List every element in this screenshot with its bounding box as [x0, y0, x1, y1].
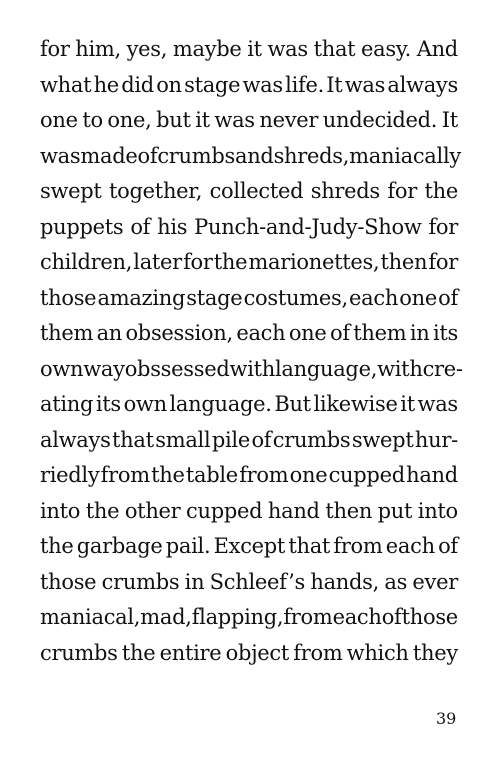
word: one — [288, 321, 327, 345]
word: collected — [209, 179, 304, 203]
word: then — [325, 498, 373, 523]
word: language. — [169, 392, 272, 416]
word: object — [225, 640, 290, 665]
word: cupped — [186, 498, 263, 523]
word: way — [83, 356, 125, 381]
word: likewise — [313, 392, 398, 416]
word: the — [424, 179, 458, 203]
word: but — [156, 108, 191, 132]
word: each — [385, 534, 435, 558]
body-text — [40, 32, 463, 671]
word: was — [40, 143, 81, 168]
word: for — [40, 37, 70, 61]
word: cupped — [328, 463, 405, 487]
word: cre- — [422, 356, 463, 381]
word: one, — [107, 108, 152, 132]
word: crumbs — [157, 143, 235, 168]
word: swept — [40, 179, 102, 203]
word: stage — [184, 72, 241, 97]
word: yes, — [126, 37, 168, 61]
word: crumbs — [40, 640, 118, 665]
word: its — [432, 321, 458, 345]
word: pile — [211, 427, 250, 452]
word: in — [409, 321, 430, 345]
word: It — [326, 72, 343, 97]
word: It — [441, 108, 458, 132]
text-line — [40, 32, 458, 68]
word: with — [229, 356, 275, 381]
word: other — [124, 498, 181, 523]
word: hand — [267, 498, 320, 523]
word: each — [236, 321, 286, 345]
word: was — [242, 72, 283, 97]
word: them — [40, 321, 94, 345]
text-line — [40, 423, 458, 459]
word: always — [387, 72, 458, 97]
word: of — [438, 534, 458, 558]
word: of — [251, 427, 272, 452]
word: the — [213, 250, 248, 274]
page-number: 39 — [436, 709, 457, 728]
word: hur- — [414, 427, 458, 452]
text-line — [40, 600, 458, 636]
word: children, — [40, 250, 133, 274]
word: into — [40, 498, 81, 523]
word: shreds, — [273, 143, 350, 168]
word: did — [121, 72, 154, 97]
text-line — [40, 494, 458, 530]
word: from — [333, 534, 383, 558]
word: was — [417, 392, 458, 416]
word: together, — [109, 179, 203, 203]
word: life. — [285, 72, 324, 97]
word: hand — [406, 463, 458, 487]
word: maniacal, — [40, 605, 141, 629]
word: to — [82, 108, 103, 132]
word: obssessed — [124, 356, 230, 381]
word: riedly — [40, 463, 100, 487]
word: for — [387, 179, 417, 203]
word: language, — [274, 356, 378, 381]
word: stage — [186, 285, 243, 310]
word: them — [353, 321, 407, 345]
word: But — [274, 392, 311, 416]
word: into — [417, 498, 458, 523]
word: was — [214, 108, 255, 132]
word: flapping, — [191, 605, 284, 629]
word: of — [137, 143, 158, 168]
word: that — [288, 534, 331, 558]
word: Punch-and-Judy-Show — [194, 214, 422, 239]
word: what — [40, 72, 92, 97]
word: maniacally — [349, 143, 461, 168]
word: amazing — [97, 285, 186, 310]
word: entire — [159, 640, 222, 665]
word: the — [40, 534, 74, 558]
word: mad, — [140, 605, 192, 629]
word: of — [381, 605, 402, 629]
word: pail. — [165, 534, 211, 558]
word: those — [40, 285, 97, 310]
word: small — [155, 427, 211, 452]
word: with — [377, 356, 423, 381]
text-line — [40, 68, 458, 104]
word: Except — [213, 534, 286, 558]
word: for — [428, 250, 458, 274]
word: the — [85, 498, 120, 523]
word: own — [123, 392, 167, 416]
word: one — [289, 463, 328, 487]
word: obsession, — [125, 321, 233, 345]
text-line — [40, 281, 458, 317]
word: then — [380, 250, 428, 274]
word: for — [183, 250, 213, 274]
text-line — [40, 139, 461, 175]
word: that — [313, 37, 356, 61]
word: of — [329, 321, 350, 345]
word: which — [346, 640, 409, 665]
word: each — [332, 605, 382, 629]
word: hands, — [310, 569, 380, 594]
word: those — [40, 569, 97, 594]
word: shreds — [310, 179, 380, 203]
word: on — [156, 72, 182, 97]
text-line — [40, 316, 458, 352]
word: its — [95, 392, 121, 416]
text-line — [40, 565, 458, 601]
word: own — [40, 356, 84, 381]
word: undecided. — [322, 108, 438, 132]
word: Schleef’s — [209, 569, 305, 594]
word: ever — [412, 569, 458, 594]
word: one — [40, 108, 78, 132]
word: from — [100, 463, 150, 487]
word: him, — [75, 37, 121, 61]
word: those — [401, 605, 458, 629]
word: easy. — [361, 37, 411, 61]
word: in — [184, 569, 205, 594]
text-line — [40, 529, 458, 565]
word: each — [349, 285, 399, 310]
word: garbage — [76, 534, 163, 558]
word: crumbs — [101, 569, 180, 594]
word: ating — [40, 392, 94, 416]
text-line — [40, 636, 458, 672]
text-line — [40, 458, 458, 494]
word: was — [267, 37, 308, 61]
word: of — [130, 214, 151, 239]
word: put — [377, 498, 413, 523]
text-line — [40, 245, 458, 281]
word: from — [283, 605, 333, 629]
text-line — [40, 387, 458, 423]
word: an — [96, 321, 123, 345]
word: as — [384, 569, 408, 594]
word: it — [247, 37, 262, 61]
word: swept — [351, 427, 414, 452]
word: the — [151, 463, 185, 487]
word: was — [344, 72, 386, 97]
word: from — [239, 463, 289, 487]
word: never — [259, 108, 319, 132]
text-line — [40, 103, 458, 139]
text-line — [40, 174, 458, 210]
word: maybe — [172, 37, 242, 61]
word: later — [133, 250, 182, 274]
word: of — [438, 285, 458, 310]
word: always — [40, 427, 111, 452]
word: for — [428, 214, 458, 239]
word: And — [416, 37, 458, 61]
word: they — [412, 640, 458, 665]
word: costumes, — [243, 285, 348, 310]
word: and — [234, 143, 274, 168]
word: his — [157, 214, 188, 239]
word: he — [93, 72, 119, 97]
word: the — [121, 640, 156, 665]
word: table — [185, 463, 238, 487]
word: it — [400, 392, 415, 416]
word: made — [80, 143, 138, 168]
text-line — [40, 210, 458, 246]
word: marionettes, — [248, 250, 380, 274]
word: it — [195, 108, 210, 132]
word: puppets — [40, 214, 124, 239]
word: one — [399, 285, 437, 310]
text-line — [40, 352, 463, 388]
word: crumbs — [272, 427, 351, 452]
word: that — [112, 427, 154, 452]
word: from — [293, 640, 343, 665]
